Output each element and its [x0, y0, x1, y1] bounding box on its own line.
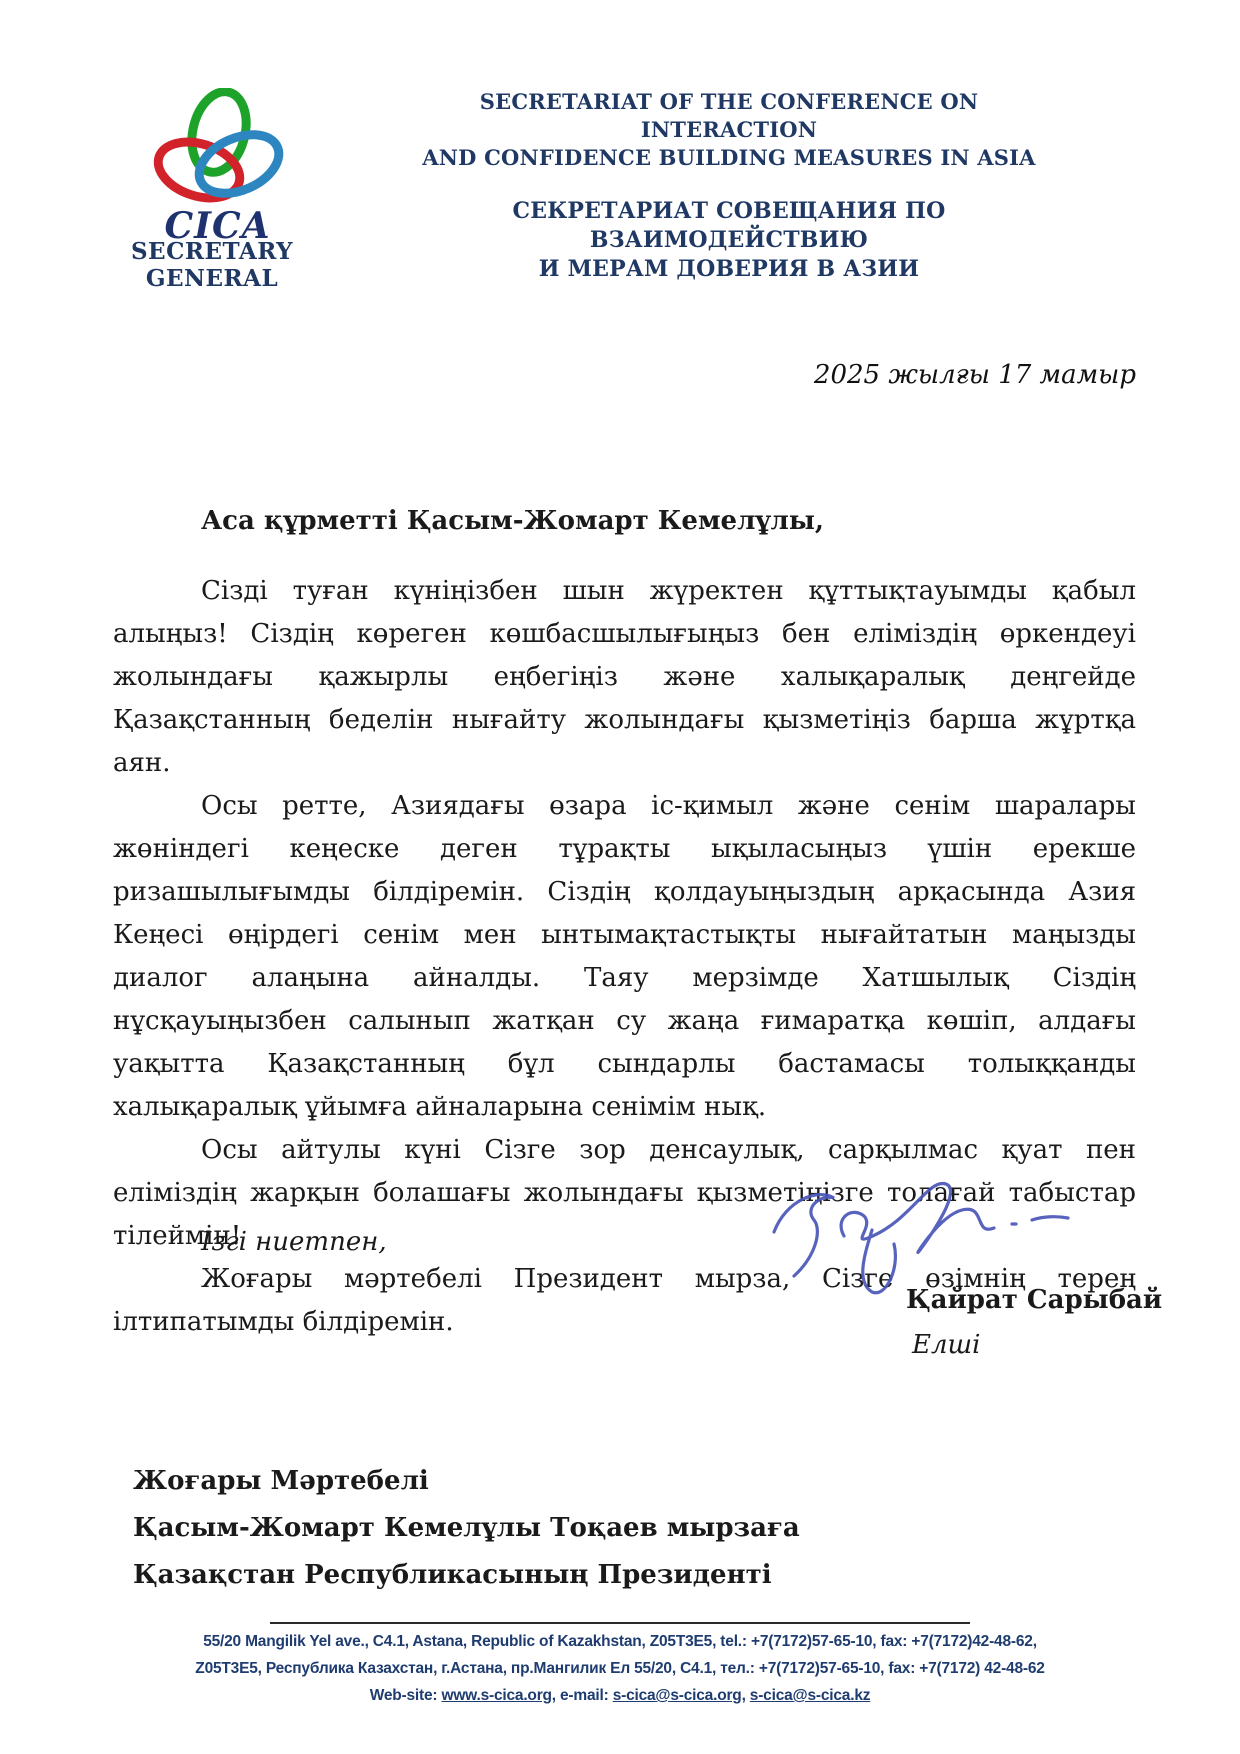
secretary-general-label: SECRETARY GENERAL	[130, 238, 294, 292]
valediction: Ізгі ниетпен,	[201, 1227, 387, 1257]
footer-address-en: 55/20 Mangilik Yel ave., C4.1, Astana, Republic of Kazakhstan, Z05T3E5, tel.: +7(7172)57-65-10, fax: +7(7172)42-48-62,	[203, 1633, 1037, 1650]
title-en-line2: AND CONFIDENCE BUILDING MEASURES IN ASIA	[422, 145, 1036, 170]
email-link-1[interactable]: s-cica@s-cica.org	[612, 1687, 742, 1704]
recipient-name: Қасым-Жомарт Кемелұлы Тоқаев мырзаға	[133, 1513, 800, 1543]
footer-contacts	[0, 1682, 1240, 1709]
footer-divider	[270, 1622, 970, 1624]
letterhead-titles	[388, 88, 1070, 284]
footer-email-label: , e-mail:	[551, 1687, 613, 1704]
recipient-position: Қазақстан Республикасының Президенті	[133, 1560, 772, 1590]
salutation: Аса құрметті Қасым-Жомарт Кемелұлы,	[201, 506, 824, 536]
email-link-2[interactable]: s-cica@s-cica.kz	[749, 1687, 871, 1704]
signer-name: Қайрат Сарыбай	[906, 1285, 1163, 1315]
cica-logo	[85, 88, 350, 247]
body-paragraph-4: Жоғары мәртебелі Президент мырза, Сізге өзімнің терең ілтипатымды білдіремін.	[113, 1264, 1136, 1337]
website-link[interactable]: www.s-cica.org	[441, 1687, 552, 1704]
signer-title: Елші	[912, 1330, 981, 1360]
body-paragraph-2: Осы ретте, Азиядағы өзара іс-қимыл және сенім шаралары жөніндегі кеңеске деген тұрақты ықыласыңыз үшін ерекше ризашылығымды білдіремін. Сіздің қолдауыңыздың арқасында Азия Кеңесі өңірдегі сенім мен ынтымақтастықты нығайтатын маңызды диалог алаңына айналды. Таяу мерзімде Хатшылық Сіздің нұсқауыңызбен салынып жатқан су жаңа ғимаратқа көшіп, алдағы уақытта Қазақстанның бұл сындарлы бастамасы толыққанды халықаралық ұйымға айналарына сенімім нық.	[113, 791, 1136, 1122]
letter-footer	[0, 1622, 1240, 1709]
body-paragraph-3: Осы айтулы күні Сізге зор денсаулық, сарқылмас қуат пен еліміздің жарқын болашағы жолындағы қызметіңізге толағай табыстар тілеймін!	[113, 1135, 1136, 1251]
logo-acronym: CICA	[164, 205, 271, 247]
title-ru-line1: СЕКРЕТАРИАТ СОВЕЩАНИЯ ПО ВЗАИМОДЕЙСТВИЮ	[512, 198, 946, 253]
cica-trefoil-icon	[143, 88, 293, 210]
letter-date: 2025 жылғы 17 мамыр	[813, 360, 1136, 390]
footer-address-ru: Z05T3E5, Республика Казахстан, г.Астана, пр.Мангилик Ел 55/20, С4.1, тел.: +7(7172)57-65-10, fax: +7(7172) 42-48-62	[195, 1660, 1045, 1677]
recipient-honorific: Жоғары Мәртебелі	[133, 1466, 429, 1496]
recipient-block	[133, 1458, 800, 1599]
footer-comma: ,	[741, 1687, 750, 1704]
footer-web-label: Web-site:	[369, 1687, 442, 1704]
title-en-line1: SECRETARIAT OF THE CONFERENCE ON INTERACTION	[479, 89, 979, 142]
body-paragraph-1: Сізді туған күніңізбен шын жүректен құттықтауымды қабыл алыңыз! Сіздің көреген көшбасшылығыңыз бен еліміздің өркендеуі жолындағы қажырлы еңбегіңіз және халықаралық деңгейде Қазақстанның беделін нығайту жолындағы қызметіңіз барша жұртқа аян.	[113, 576, 1136, 778]
title-ru-line2: И МЕРАМ ДОВЕРИЯ В АЗИИ	[538, 256, 920, 282]
